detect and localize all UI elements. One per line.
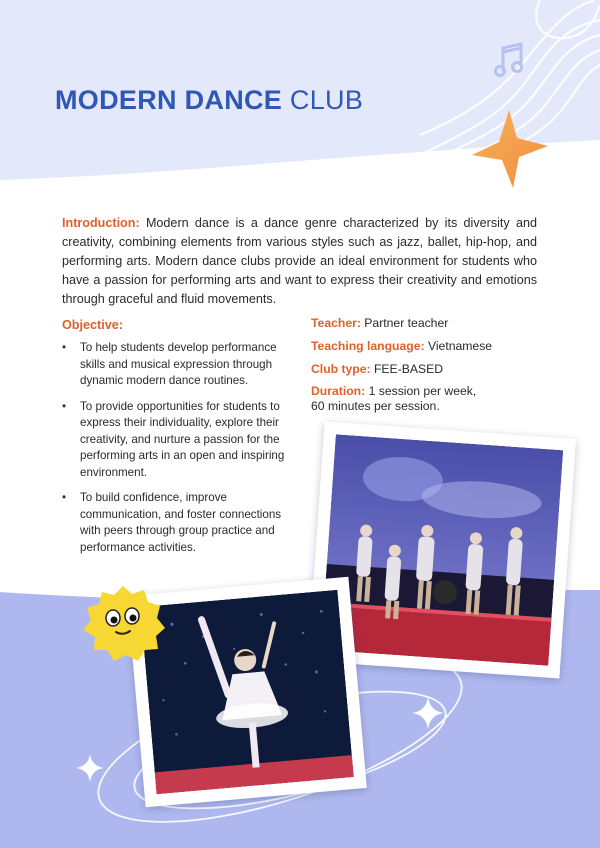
introduction-text: Modern dance is a dance genre characterized by its diversity and creativity, combining elements from various styles such as jazz, ballet, hip-hop, and performing arts. Modern dance clubs provide an ideal environment for students who have a passion for performing arts and want to express their creativity and emotions through graceful and fluid movements. xyxy=(62,216,537,306)
club-type-value: FEE-BASED xyxy=(373,362,444,376)
group-dance-illustration xyxy=(321,434,564,665)
sparkle-icon xyxy=(412,697,444,729)
duration-info xyxy=(311,384,541,414)
objective-heading: Objective: xyxy=(62,318,123,332)
orange-star-icon xyxy=(468,108,550,190)
introduction-label: Introduction: xyxy=(62,216,140,230)
objective-item: • To build confidence, improve communication, and foster connections with peers through group practice and performance activities. xyxy=(62,490,292,556)
objective-list xyxy=(62,340,292,565)
teacher-info xyxy=(311,316,541,331)
sparkle-icon-small xyxy=(76,754,104,782)
language-value: Vietnamese xyxy=(427,339,493,353)
duration-line-2: 60 minutes per session. xyxy=(311,399,440,413)
objective-item: • To help students develop performance skills and musical expression through dynamic modern dance routines. xyxy=(62,340,292,390)
group-dance-photo xyxy=(321,434,564,665)
music-note-icon xyxy=(493,40,527,82)
language-info xyxy=(311,339,541,354)
duration-line-1: 1 session per week, xyxy=(368,384,477,398)
language-label: Teaching language: xyxy=(311,339,425,353)
solo-ballet-photo xyxy=(140,590,354,795)
duration-label: Duration: xyxy=(311,384,366,398)
teacher-label: Teacher: xyxy=(311,316,361,330)
smiley-sticker-icon xyxy=(80,584,166,662)
teacher-value: Partner teacher xyxy=(364,316,449,330)
club-type-info xyxy=(311,362,541,377)
page-title xyxy=(55,85,363,116)
introduction-paragraph xyxy=(62,214,537,309)
title-bold-part: MODERN DANCE xyxy=(55,85,283,115)
objective-item: • To provide opportunities for students to express their individuality, explore their creativity, and nurture a passion for the performing arts in an open and inspiring environment. xyxy=(62,399,292,482)
solo-ballet-illustration xyxy=(140,590,354,795)
title-light-part: CLUB xyxy=(289,85,364,115)
club-type-label: Club type: xyxy=(311,362,371,376)
